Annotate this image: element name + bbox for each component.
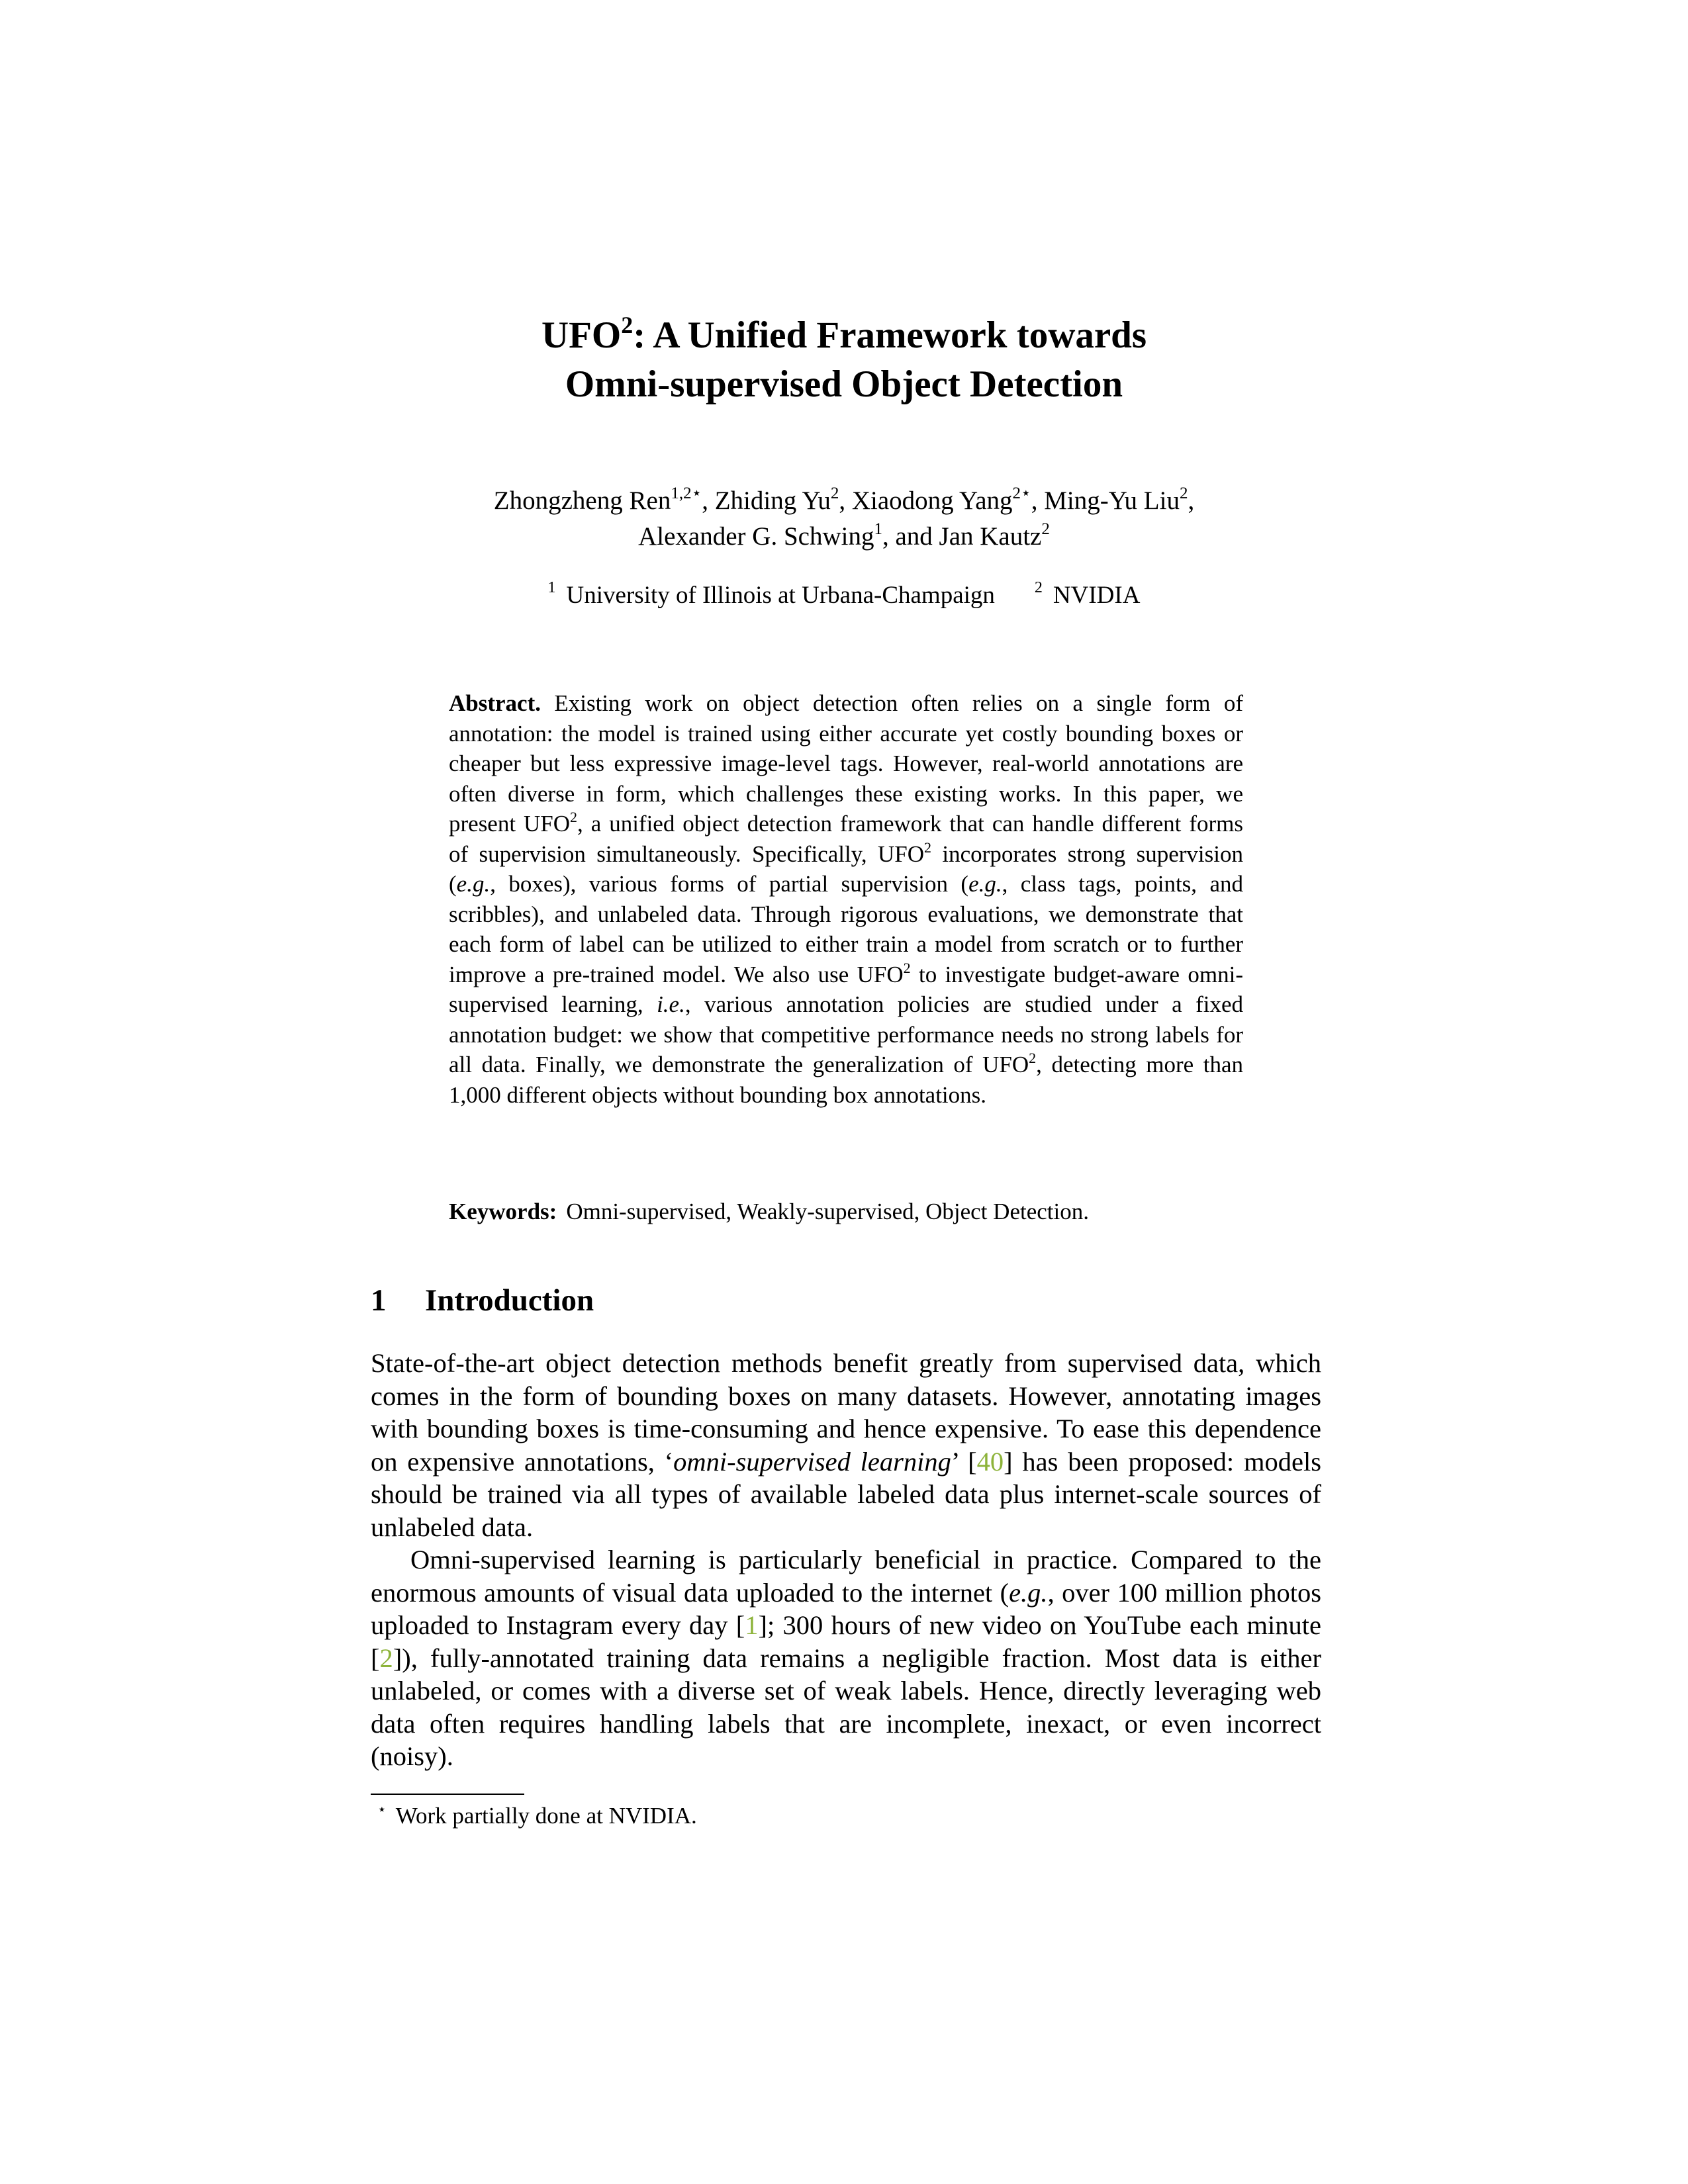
author-line-1 <box>0 483 1688 519</box>
abstract-text: , class tags, points, and scribbles), and unlabeled data. Through rigorous evaluations, we demonstrate that each form of label can be utilized to either train a model from scratch or to further improve a pre-trained model. We also use UFO <box>449 871 1243 987</box>
abstract-emphasis: i.e. <box>657 991 685 1017</box>
author-list <box>0 483 1688 555</box>
citation-link[interactable]: 40 <box>976 1446 1004 1477</box>
abstract-emphasis: e.g. <box>968 871 1002 897</box>
intro-emphasis: e.g. <box>1009 1577 1048 1608</box>
title-line-2: Omni-supervised Object Detection <box>565 363 1123 405</box>
abstract-emphasis: e.g. <box>456 871 491 897</box>
author-affiliation-mark: 1,2⋆ <box>671 484 702 502</box>
author-name: Alexander G. Schwing <box>638 522 874 551</box>
intro-paragraph-1 <box>371 1347 1321 1543</box>
keywords-text: Omni-supervised, Weakly-supervised, Object Detection. <box>566 1199 1089 1224</box>
intro-text: ]; 300 hours of new video on YouTube each minute [ <box>371 1610 1321 1673</box>
section-heading <box>371 1281 594 1320</box>
keywords-label: Keywords: <box>449 1199 557 1224</box>
footnote-divider <box>371 1794 524 1795</box>
section-title: Introduction <box>425 1283 594 1318</box>
abstract-text: , boxes), various forms of partial supervision ( <box>490 871 969 897</box>
abstract-text: , detecting more than 1,000 different objects without bounding box annotations. <box>449 1052 1244 1108</box>
affiliation-list <box>0 579 1688 612</box>
introduction-body <box>371 1347 1321 1773</box>
author-name: Zhongzheng Ren <box>493 486 671 515</box>
footnote-mark: ⋆ <box>377 1801 387 1817</box>
title-superscript: 2 <box>621 312 633 338</box>
superscript: 2 <box>1029 1050 1037 1066</box>
superscript: 2 <box>924 839 932 856</box>
author-affiliation-mark: 2 <box>830 484 839 502</box>
author-affiliation-mark: 2 <box>1179 484 1188 502</box>
title-line-1 <box>0 311 1688 360</box>
author-name: , Ming-Yu Liu <box>1031 486 1180 515</box>
intro-text: ’ [ <box>951 1446 977 1477</box>
title-main: UFO <box>541 314 622 356</box>
author-affiliation-mark: 2 <box>1041 520 1050 538</box>
intro-text: ]), fully-annotated training data remains a negligible fraction. Most data is either unlabeled, or comes with a diverse set of weak labels. Hence, directly leveraging web data often requires handling labels that are incomplete, inexact, or even incorrect (noisy). <box>371 1643 1321 1771</box>
affiliation-mark: 1 <box>547 579 556 596</box>
author-name: , Xiaodong Yang <box>839 486 1013 515</box>
superscript: 2 <box>903 959 911 976</box>
abstract-text: Existing work on object detection often relies on a single form of annotation: the model is trained using either accurate yet costly bounding boxes or cheaper but less expressive image-level tags. However, real-world annotations are often diverse in form, which challenges these existing works. In this paper, we present UFO <box>449 690 1243 837</box>
affiliation-name: University of Illinois at Urbana-Champaign <box>566 582 995 609</box>
citation-link[interactable]: 1 <box>745 1610 759 1640</box>
author-affiliation-mark: 1 <box>874 520 882 538</box>
intro-text: Omni-supervised learning is particularly beneficial in practice. Compared to the enormous amounts of visual data uploaded to the internet ( <box>371 1545 1321 1608</box>
title-rest: : A Unified Framework towards <box>633 314 1147 356</box>
paper-title <box>0 311 1688 409</box>
citation-link[interactable]: 2 <box>379 1643 393 1673</box>
superscript: 2 <box>570 809 578 825</box>
author-line-2 <box>0 519 1688 555</box>
intro-text: State-of-the-art object detection methods benefit greatly from supervised data, which comes in the form of bounding boxes on many datasets. However, annotating images with bounding boxes is time-consuming and hence expensive. To ease this dependence on expensive annotations, ‘ <box>371 1348 1321 1477</box>
intro-text: ] has been proposed: models should be trained via all types of available labeled data plus internet-scale sources of unlabeled data. <box>371 1446 1321 1542</box>
author-affiliation-mark: 2⋆ <box>1012 484 1031 502</box>
author-separator: , <box>1188 486 1195 515</box>
abstract-text: to investigate budget-aware omni-supervised learning, <box>449 961 1243 1017</box>
author-name: , and Jan Kautz <box>882 522 1042 551</box>
affiliation-mark: 2 <box>1034 579 1043 596</box>
keywords <box>449 1197 1243 1226</box>
abstract-label: Abstract. <box>449 690 541 716</box>
footnote-text: Work partially done at NVIDIA. <box>395 1803 697 1829</box>
abstract-text: , various annotation policies are studied under a fixed annotation budget: we show that competitive performance needs no strong labels for all data. Finally, we demonstrate the generalization of UFO <box>449 991 1243 1077</box>
intro-text: , over 100 million photos uploaded to Instagram every day [ <box>371 1577 1322 1640</box>
intro-paragraph-2 <box>371 1543 1321 1773</box>
footnote <box>377 1801 697 1831</box>
author-name: , Zhiding Yu <box>702 486 831 515</box>
abstract-text: incorporates strong supervision ( <box>449 841 1243 897</box>
abstract-text: , a unified object detection framework that can handle different forms of supervision simultaneously. Specifically, UFO <box>449 811 1243 867</box>
affiliation-name: NVIDIA <box>1053 582 1141 609</box>
abstract <box>449 688 1243 1110</box>
section-number: 1 <box>371 1283 387 1318</box>
intro-emphasis: omni-supervised learning <box>673 1446 951 1477</box>
